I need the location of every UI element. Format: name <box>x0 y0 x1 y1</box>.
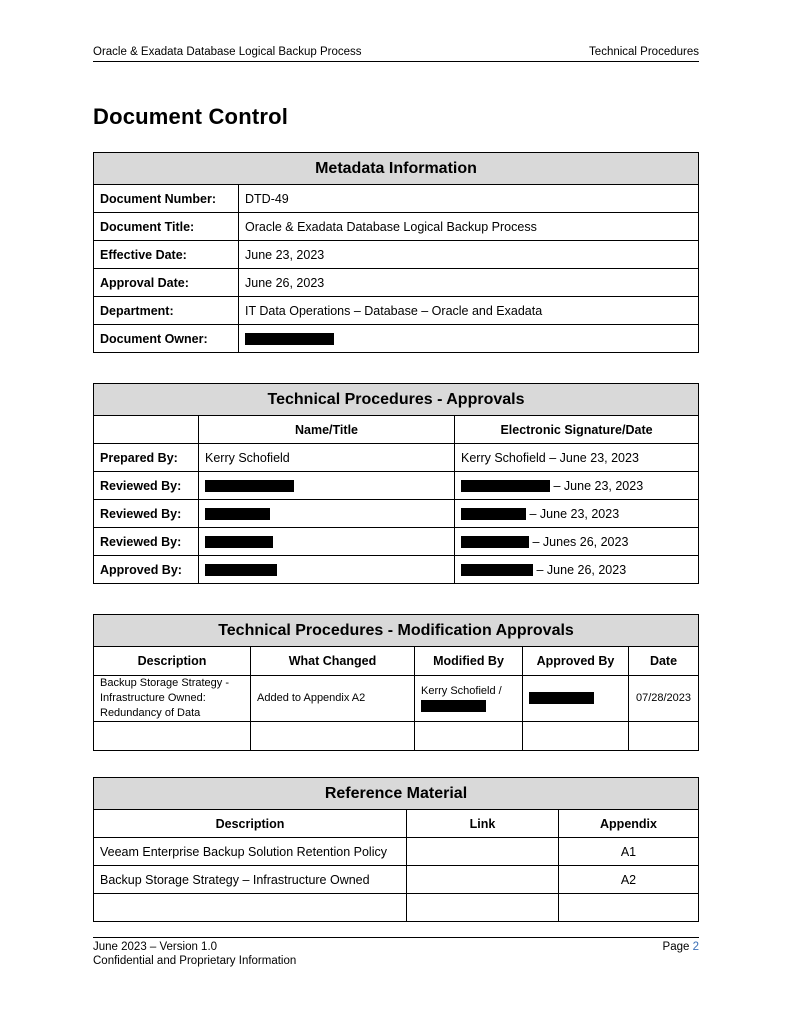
signature-date-text: – June 23, 2023 <box>529 506 620 521</box>
approver-name <box>199 472 455 500</box>
page-title: Document Control <box>93 104 289 129</box>
reference-material-table <box>93 777 699 922</box>
role-label: Approved By: <box>94 556 199 584</box>
page-number <box>663 940 699 954</box>
modified-by-text: Kerry Schofield / <box>421 684 502 697</box>
redaction-block <box>421 700 486 712</box>
modification-table-title: Technical Procedures - Modification Approvals <box>94 615 699 647</box>
signature-date-text: – June 26, 2023 <box>536 562 627 577</box>
table-row <box>94 838 699 866</box>
approval-date-value: June 26, 2023 <box>239 269 699 297</box>
modification-date <box>629 722 699 751</box>
role-label: Reviewed By: <box>94 528 199 556</box>
modification-modified-by <box>415 722 523 751</box>
table-row <box>94 297 699 325</box>
reference-link <box>407 894 559 922</box>
table-row <box>94 185 699 213</box>
table-header-row <box>94 416 699 444</box>
metadata-table <box>93 152 699 353</box>
column-header-approved-by: Approved By <box>523 647 629 676</box>
table-header-row <box>94 647 699 676</box>
signature-date <box>455 556 699 584</box>
redaction-block <box>461 536 529 548</box>
modification-approved-by <box>523 722 629 751</box>
page-header <box>93 46 699 62</box>
role-label: Reviewed By: <box>94 472 199 500</box>
signature-date <box>455 500 699 528</box>
column-header-description: Description <box>94 647 251 676</box>
column-header-appendix: Appendix <box>559 810 699 838</box>
column-header-description: Description <box>94 810 407 838</box>
document-title-value: Oracle & Exadata Database Logical Backup Process <box>239 213 699 241</box>
column-header-empty <box>94 416 199 444</box>
reference-appendix: A2 <box>559 866 699 894</box>
signature-date-text: – Junes 26, 2023 <box>532 534 629 549</box>
redaction-block <box>461 480 550 492</box>
footer-version: June 2023 – Version 1.0 <box>93 941 218 953</box>
redaction-block <box>205 564 277 576</box>
table-row <box>94 325 699 353</box>
reference-appendix <box>559 894 699 922</box>
document-owner-label: Document Owner: <box>94 325 239 353</box>
signature-date-text: – June 23, 2023 <box>553 478 644 493</box>
column-header-date: Date <box>629 647 699 676</box>
metadata-table-title: Metadata Information <box>94 153 699 185</box>
table-row <box>94 472 699 500</box>
effective-date-value: June 23, 2023 <box>239 241 699 269</box>
table-row <box>94 676 699 722</box>
document-title-label: Document Title: <box>94 213 239 241</box>
approver-name <box>199 556 455 584</box>
document-number-label: Document Number: <box>94 185 239 213</box>
page-footer <box>93 937 699 968</box>
table-row <box>94 722 699 751</box>
reference-link[interactable] <box>407 838 559 866</box>
modification-description <box>94 722 251 751</box>
reference-link[interactable] <box>407 866 559 894</box>
effective-date-label: Effective Date: <box>94 241 239 269</box>
approval-date-label: Approval Date: <box>94 269 239 297</box>
table-row <box>94 269 699 297</box>
page-number-value: 2 <box>692 941 699 953</box>
modification-approvals-table <box>93 614 699 751</box>
redaction-block <box>205 480 294 492</box>
table-row <box>94 528 699 556</box>
header-document-title: Oracle & Exadata Database Logical Backup Process <box>93 46 362 58</box>
signature-date: Kerry Schofield – June 23, 2023 <box>455 444 699 472</box>
reference-table-title: Reference Material <box>94 778 699 810</box>
approvals-table-title: Technical Procedures - Approvals <box>94 384 699 416</box>
role-label: Prepared By: <box>94 444 199 472</box>
column-header-name-title: Name/Title <box>199 416 455 444</box>
column-header-link: Link <box>407 810 559 838</box>
table-row <box>94 894 699 922</box>
redaction-block <box>461 564 533 576</box>
column-header-what-changed: What Changed <box>251 647 415 676</box>
document-number-value: DTD-49 <box>239 185 699 213</box>
footer-confidential: Confidential and Proprietary Information <box>93 955 297 967</box>
modification-what-changed: Added to Appendix A2 <box>251 676 415 722</box>
redaction-block <box>205 536 273 548</box>
modification-modified-by <box>415 676 523 722</box>
department-label: Department: <box>94 297 239 325</box>
table-row <box>94 241 699 269</box>
table-row <box>94 866 699 894</box>
signature-date <box>455 528 699 556</box>
approvals-table <box>93 383 699 584</box>
reference-appendix: A1 <box>559 838 699 866</box>
approver-name: Kerry Schofield <box>199 444 455 472</box>
column-header-signature-date: Electronic Signature/Date <box>455 416 699 444</box>
approver-name <box>199 528 455 556</box>
reference-description <box>94 894 407 922</box>
modification-approved-by <box>523 676 629 722</box>
table-row <box>94 500 699 528</box>
column-header-modified-by: Modified By <box>415 647 523 676</box>
department-value: IT Data Operations – Database – Oracle and Exadata <box>239 297 699 325</box>
approver-name <box>199 500 455 528</box>
modification-date: 07/28/2023 <box>629 676 699 722</box>
role-label: Reviewed By: <box>94 500 199 528</box>
table-row <box>94 213 699 241</box>
document-owner-value <box>239 325 699 353</box>
header-section: Technical Procedures <box>589 46 699 58</box>
table-row <box>94 444 699 472</box>
reference-description: Backup Storage Strategy – Infrastructure Owned <box>94 866 407 894</box>
table-row <box>94 556 699 584</box>
redaction-block <box>205 508 270 520</box>
page-label: Page <box>662 941 690 953</box>
redaction-block <box>529 692 594 704</box>
modification-description: Backup Storage Strategy - Infrastructure Owned: Redundancy of Data <box>94 676 251 722</box>
table-header-row <box>94 810 699 838</box>
modification-what-changed <box>251 722 415 751</box>
redaction-block <box>245 333 334 345</box>
signature-date <box>455 472 699 500</box>
redaction-block <box>461 508 526 520</box>
reference-description: Veeam Enterprise Backup Solution Retention Policy <box>94 838 407 866</box>
